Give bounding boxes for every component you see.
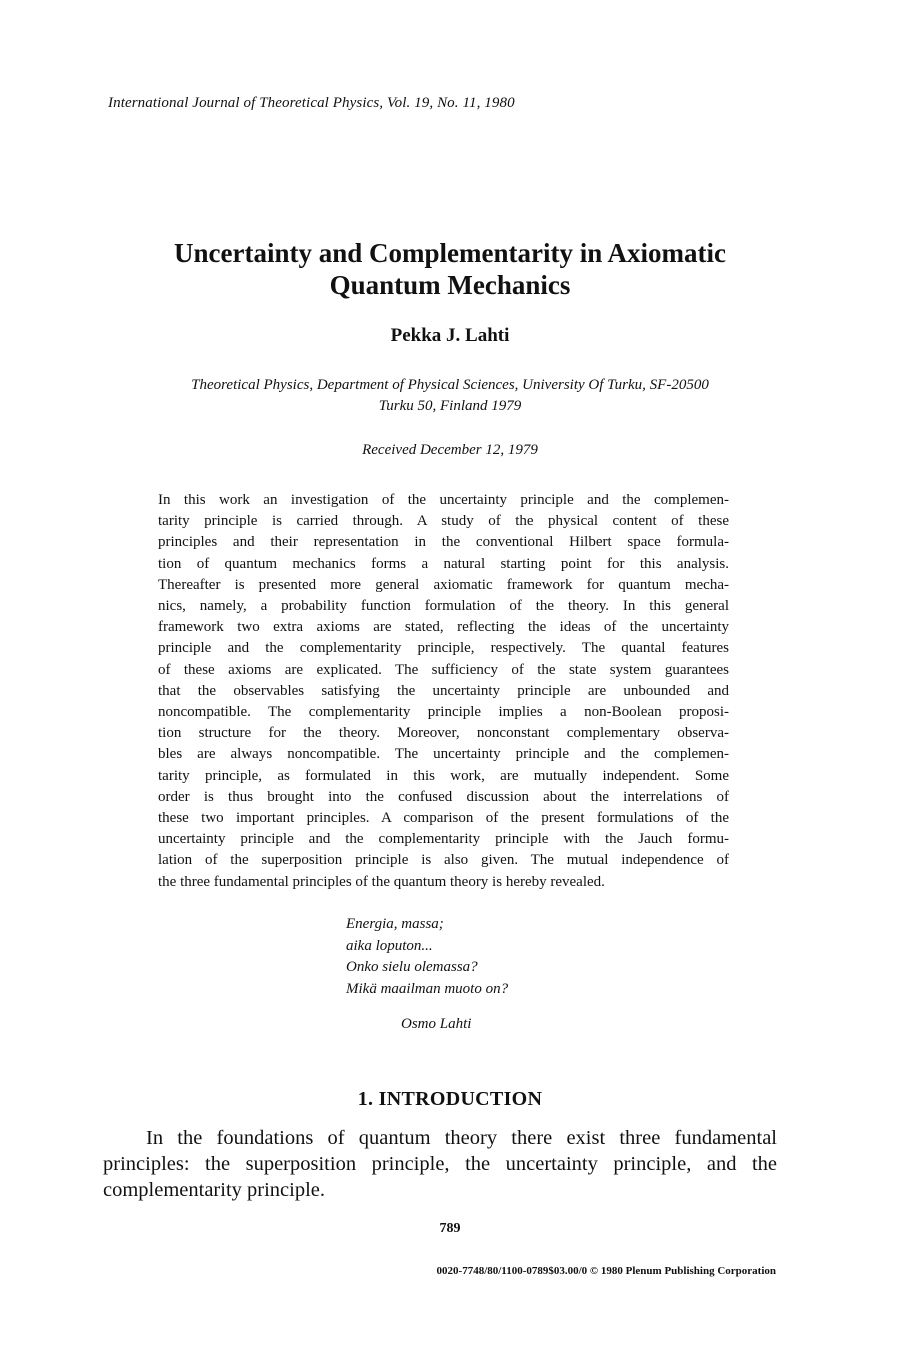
epigraph-line: Onko sielu olemassa?: [346, 959, 478, 975]
abstract-line: tion structure for the theory. Moreover, nonconstant complementary observa-: [158, 725, 729, 742]
paper-title-line-1: Uncertainty and Complementarity in Axiomatic: [174, 238, 726, 268]
paper-title: [90, 237, 810, 301]
abstract-line: tarity principle is carried through. A study of the physical content of these: [158, 513, 729, 530]
abstract-line: lation of the superposition principle is also given. The mutual independence of: [158, 852, 729, 869]
intro-line: principles: the superposition principle, the uncertainty principle, and the: [103, 1153, 777, 1175]
epigraph-line: Mikä maailman muoto on?: [346, 980, 509, 997]
affiliation-line-2: Turku 50, Finland 1979: [378, 398, 522, 414]
abstract-line: tarity principle, as formulated in this work, are mutually independent. Some: [158, 767, 729, 784]
section-heading: 1. INTRODUCTION: [357, 1088, 543, 1110]
received-date: Received December 12, 1979: [362, 442, 538, 458]
abstract-line: principle and the complementarity principle, respectively. The quantal features: [158, 640, 729, 657]
copyright-footer: 0020-7748/80/1100-0789$03.00/0 © 1980 Plenum Publishing Corporation: [436, 1265, 776, 1277]
abstract-line: principles and their representation in the conventional Hilbert space formula-: [158, 534, 729, 551]
abstract-line: these two important principles. A comparison of the present formulations of the: [158, 810, 729, 827]
page-number: 789: [439, 1221, 461, 1236]
introduction-paragraph: [103, 1125, 777, 1203]
abstract-line: order is thus brought into the confused discussion about the interrelations of: [158, 788, 729, 805]
abstract-line: uncertainty principle and the complementarity principle with the Jauch formu-: [158, 831, 729, 848]
abstract-line: In this work an investigation of the uncertainty principle and the complemen-: [158, 492, 729, 508]
epigraph-line: Energia, massa;: [346, 916, 444, 932]
abstract-line: noncompatible. The complementarity principle implies a non-Boolean proposi-: [158, 704, 729, 721]
author-name: Pekka J. Lahti: [390, 325, 510, 346]
epigraph-line: aika loputon...: [346, 937, 433, 954]
intro-line: In the foundations of quantum theory there exist three fundamental: [146, 1127, 777, 1149]
abstract: [158, 490, 729, 893]
abstract-line: Thereafter is presented more general axiomatic framework for quantum mecha-: [158, 576, 729, 593]
abstract-line: tion of quantum mechanics forms a natural starting point for this analysis.: [158, 555, 729, 572]
author-affiliation: [120, 375, 780, 417]
abstract-line: of these axioms are explicated. The sufficiency of the state system guarantees: [158, 661, 729, 678]
abstract-line: bles are always noncompatible. The uncertainty principle and the complemen-: [158, 746, 729, 763]
epigraph-author: Osmo Lahti: [401, 1016, 472, 1032]
affiliation-line-1: Theoretical Physics, Department of Physical Sciences, University Of Turku, SF-20500: [191, 377, 709, 393]
abstract-line: nics, namely, a probability function formulation of the theory. In this general: [158, 598, 729, 615]
abstract-line: that the observables satisfying the uncertainty principle are unbounded and: [158, 682, 729, 699]
paper-title-line-2: Quantum Mechanics: [329, 270, 571, 300]
abstract-line: the three fundamental principles of the quantum theory is hereby revealed.: [158, 873, 605, 890]
journal-citation: International Journal of Theoretical Physics, Vol. 19, No. 11, 1980: [108, 95, 515, 111]
intro-line: complementarity principle.: [103, 1179, 326, 1201]
epigraph-poem: [346, 914, 508, 1000]
abstract-line: framework two extra axioms are stated, reflecting the ideas of the uncertainty: [158, 619, 729, 636]
